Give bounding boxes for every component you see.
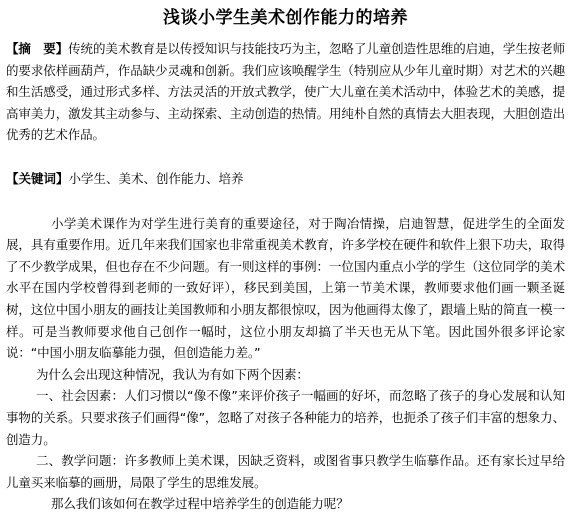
abstract-text: 传统的美术教育是以传授知识与技能技巧为主，忽略了儿童创造性思维的启迪，学生按老师的要求依样画葫芦，作品缺少灵魂和创新。我们应该唤醒学生（特别应从少年儿童时期）对艺术的兴趣和生活感受，通过形式多样、方法灵活的开放式教学，使广大儿童在美术活动中，体验艺术的美感，提高审美力，激发其主动参与、主动探索、主动创造的热情。用纯朴自然的真情去大胆表现，大胆创造出优秀的艺术作品。 [6,41,565,143]
keywords-label: 【关键词】 [6,170,69,186]
keywords-section [6,168,565,190]
abstract-section [6,38,565,146]
body-paragraph: 一、社会因素：人们习惯以“像不像”来评价孩子一幅画的好坏，而忽略了孩子的身心发展和认知事物的关系。只要求孩子们画得“像”，忽略了对孩子各种能力的培养，也扼杀了孩子们丰富的想象力、创造力。 [6,388,565,447]
body-paragraph: 为什么会出现这种情况，我认为有如下两个因素： [36,366,309,382]
body-section [6,213,565,515]
abstract-label: 【摘 要】 [6,41,69,56]
body-paragraph: 那么我们该如何在教学过程中培养学生的创造能力呢？ [51,496,349,512]
document-title: 浅谈小学生美术创作能力的培养 [163,8,408,28]
keywords-text: 小学生、美术、创作能力、培养 [68,170,244,186]
body-paragraph: 小学美术课作为对学生进行美育的重要途径，对于陶冶情操，启迪智慧，促进学生的全面发展，具有重要作用。近几年来我们国家也非常重视美术教育，许多学校在硬件和软件上狠下功夫，取得了不少教学成果，但也存在不少问题。有一则这样的事例：一位国内重点小学的学生（这位同学的美术水平在国内学校曾得到老师的一致好评），移民到美国，上第一节美术课，教师要求他们画一颗圣诞树，这位中国小朋友的画技让美国教师和小朋友都很惊叹，因为他画得太像了，跟墙上贴的简直一模一样。可是当教师要求他自己创作一幅时，这位小朋友却搞了半天也无从下笔。因此国外很多评论家说：“中国小朋友临摹能力强，但创造能力差。” [6,215,565,361]
body-paragraph: 二、教学问题：许多教师上美术课，因缺乏资料，或图省事只教学生临摹作品。还有家长过早给儿童买来临摹的画册，局限了学生的思维发展。 [6,453,565,490]
